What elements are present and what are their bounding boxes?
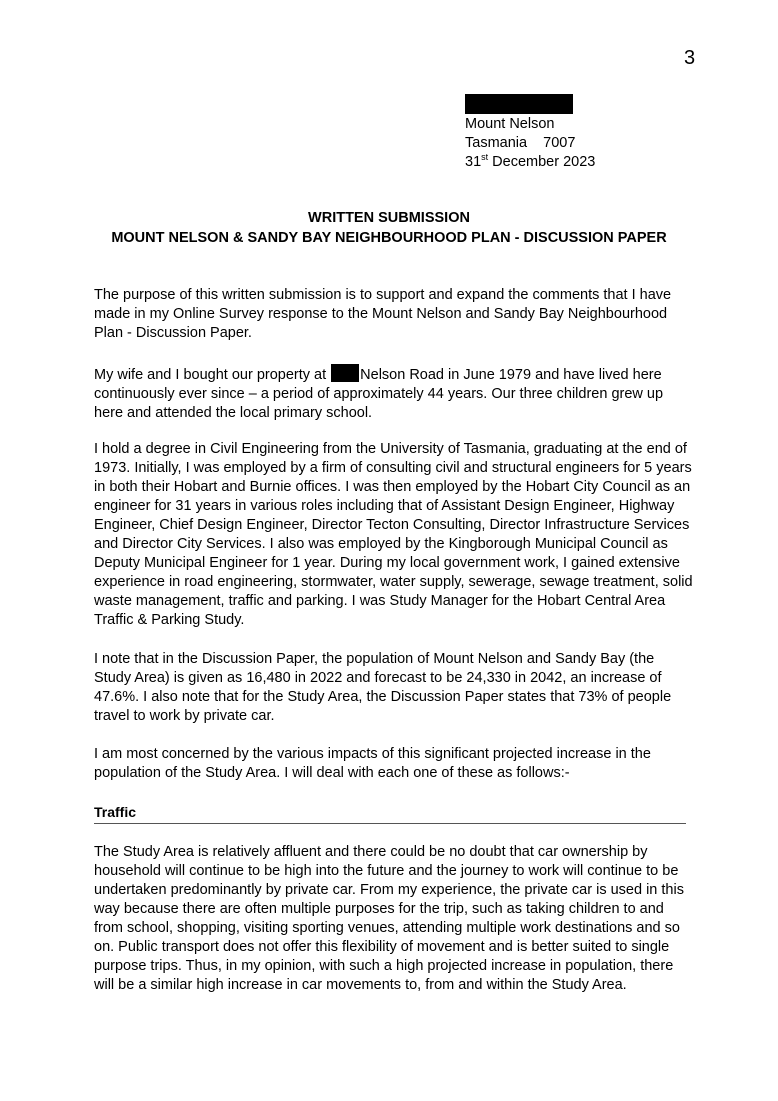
sender-address xyxy=(465,94,595,172)
letter-date xyxy=(465,153,595,172)
title-line-2: MOUNT NELSON & SANDY BAY NEIGHBOURHOOD PLAN - DISCUSSION PAPER xyxy=(111,229,667,246)
redacted-name xyxy=(465,94,573,114)
date-day: 31 xyxy=(465,154,482,170)
address-state-postcode: Tasmania 7007 xyxy=(465,135,576,151)
paragraph-concern: I am most concerned by the various impacts of this significant projected increase in the population of the Study Area. I will deal with each one of these as follows:- xyxy=(94,746,651,781)
paragraph-purpose: The purpose of this written submission is to support and expand the comments that I have made in my Online Survey response to the Mount Nelson and Sandy Bay Neighbourhood Plan - Discussion Paper. xyxy=(94,287,672,341)
property-text-after: Nelson Road in June 1979 and have lived here continuously ever since – a period of approximately 44 years. Our three children grew up here and attended the local primary school. xyxy=(94,367,664,421)
paragraph-traffic: The Study Area is relatively affluent and there could be no doubt that car ownership by household will continue to be high into the future and the journey to work will continue to be undertaken predominantly by private car. From my experience, the private car is used in this way because there are often multiple purposes for the trip, such as taking children to and from school, shopping, visiting sporting venues, attending multiple work destinations and so on. Public transport does not offer this flexibility of movement and is better suited to single purpose trips. Thus, in my opinion, with such a high projected increase in population, there will be a similar high increase in car movements to, from and within the Study Area. xyxy=(94,844,684,993)
paragraph-population: I note that in the Discussion Paper, the population of Mount Nelson and Sandy Bay (the Study Area) is given as 16,480 in 2022 and forecast to be 24,330 in 2042, an increase of 47.6%. I also note that for the Study Area, the Discussion Paper states that 73% of people travel to work by private car. xyxy=(94,651,672,724)
redacted-house-number xyxy=(331,364,359,382)
section-divider xyxy=(94,823,686,824)
section-heading-traffic: Traffic xyxy=(94,804,137,820)
property-text-before: My wife and I bought our property at xyxy=(94,367,331,383)
page-number: 3 xyxy=(684,47,696,69)
document-title xyxy=(0,209,778,248)
date-suffix: st xyxy=(481,152,489,163)
paragraph-property xyxy=(94,364,694,423)
date-month-year: December 2023 xyxy=(488,154,596,170)
address-suburb: Mount Nelson xyxy=(465,116,555,132)
title-line-1: WRITTEN SUBMISSION xyxy=(308,210,470,226)
paragraph-qualifications: I hold a degree in Civil Engineering from the University of Tasmania, graduating at the end of 1973. Initially, I was employed by a firm of consulting civil and structural engineers for 5 years in both their Hobart and Burnie offices. I was then employed by the Hobart City Council as an engineer for 31 years in various roles including that of Assistant Design Engineer, Highway Engineer, Chief Design Engineer, Director Tecton Consulting, Director Infrastructure Services and Director City Services. I also was employed by the Kingborough Municipal Council as Deputy Municipal Engineer for 1 year. During my local government work, I gained extensive experience in road engineering, stormwater, water supply, sewerage, sewage treatment, solid waste management, traffic and parking. I was Study Manager for the Hobart Central Area Traffic & Parking Study. xyxy=(94,441,693,628)
